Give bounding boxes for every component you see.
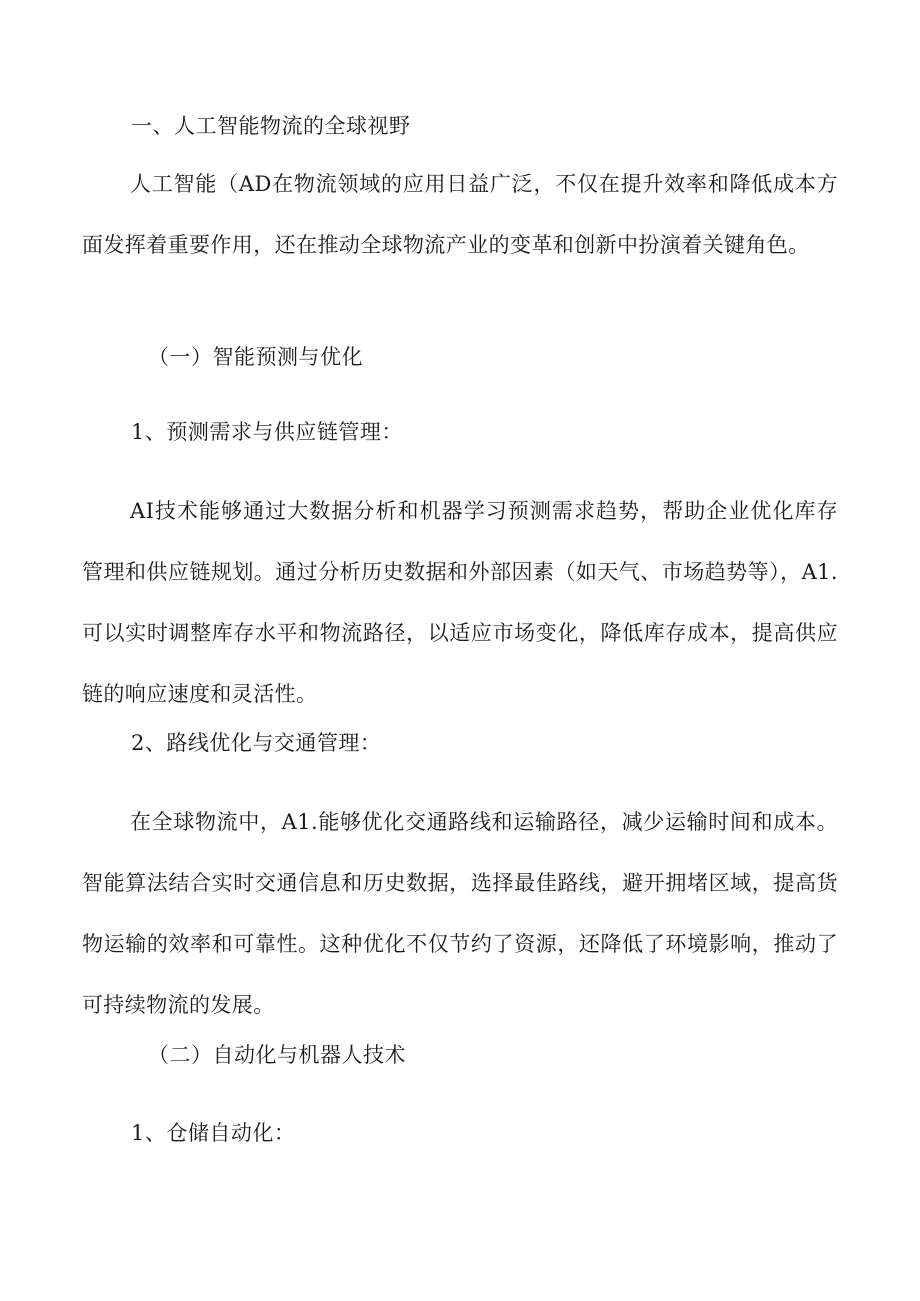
subsection-title-warehouse-automation: 1、仓储自动化： xyxy=(131,1121,296,1145)
intro-paragraph: 人工智能（AD在物流领域的应用日益广泛，不仅在提升效率和降低成本方面发挥着重要作用，还在推动全球物流产业的变革和创新中扮演着关键角色。 xyxy=(82,172,838,257)
subsection-title-route-optimization: 2、路线优化与交通管理： xyxy=(131,731,382,755)
heading-global-vision: 一、人工智能物流的全球视野 xyxy=(131,114,411,138)
section-title-automation-robotics: （二）自动化与机器人技术 xyxy=(148,1043,406,1067)
subsection-title-demand-forecast: 1、预测需求与供应链管理： xyxy=(131,420,403,444)
paragraph-demand-forecast: AI技术能够通过大数据分析和机器学习预测需求趋势，帮助企业优化库存管理和供应链规划。通过分析历史数据和外部因素（如天气、市场趋势等），A1.可以实时调整库存水平和物流路径，以适应市场变化，降低库存成本，提高供应链的响应速度和灵活性。 xyxy=(82,499,838,706)
paragraph-route-optimization: 在全球物流中，A1.能够优化交通路线和运输路径，减少运输时间和成本。智能算法结合实时交通信息和历史数据，选择最佳路线，避开拥堵区域，提高货物运输的效率和可靠性。这种优化不仅节约了资源，还降低了环境影响，推动了可持续物流的发展。 xyxy=(82,810,838,1017)
section-title-smart-prediction: （一）智能预测与优化 xyxy=(148,345,363,369)
